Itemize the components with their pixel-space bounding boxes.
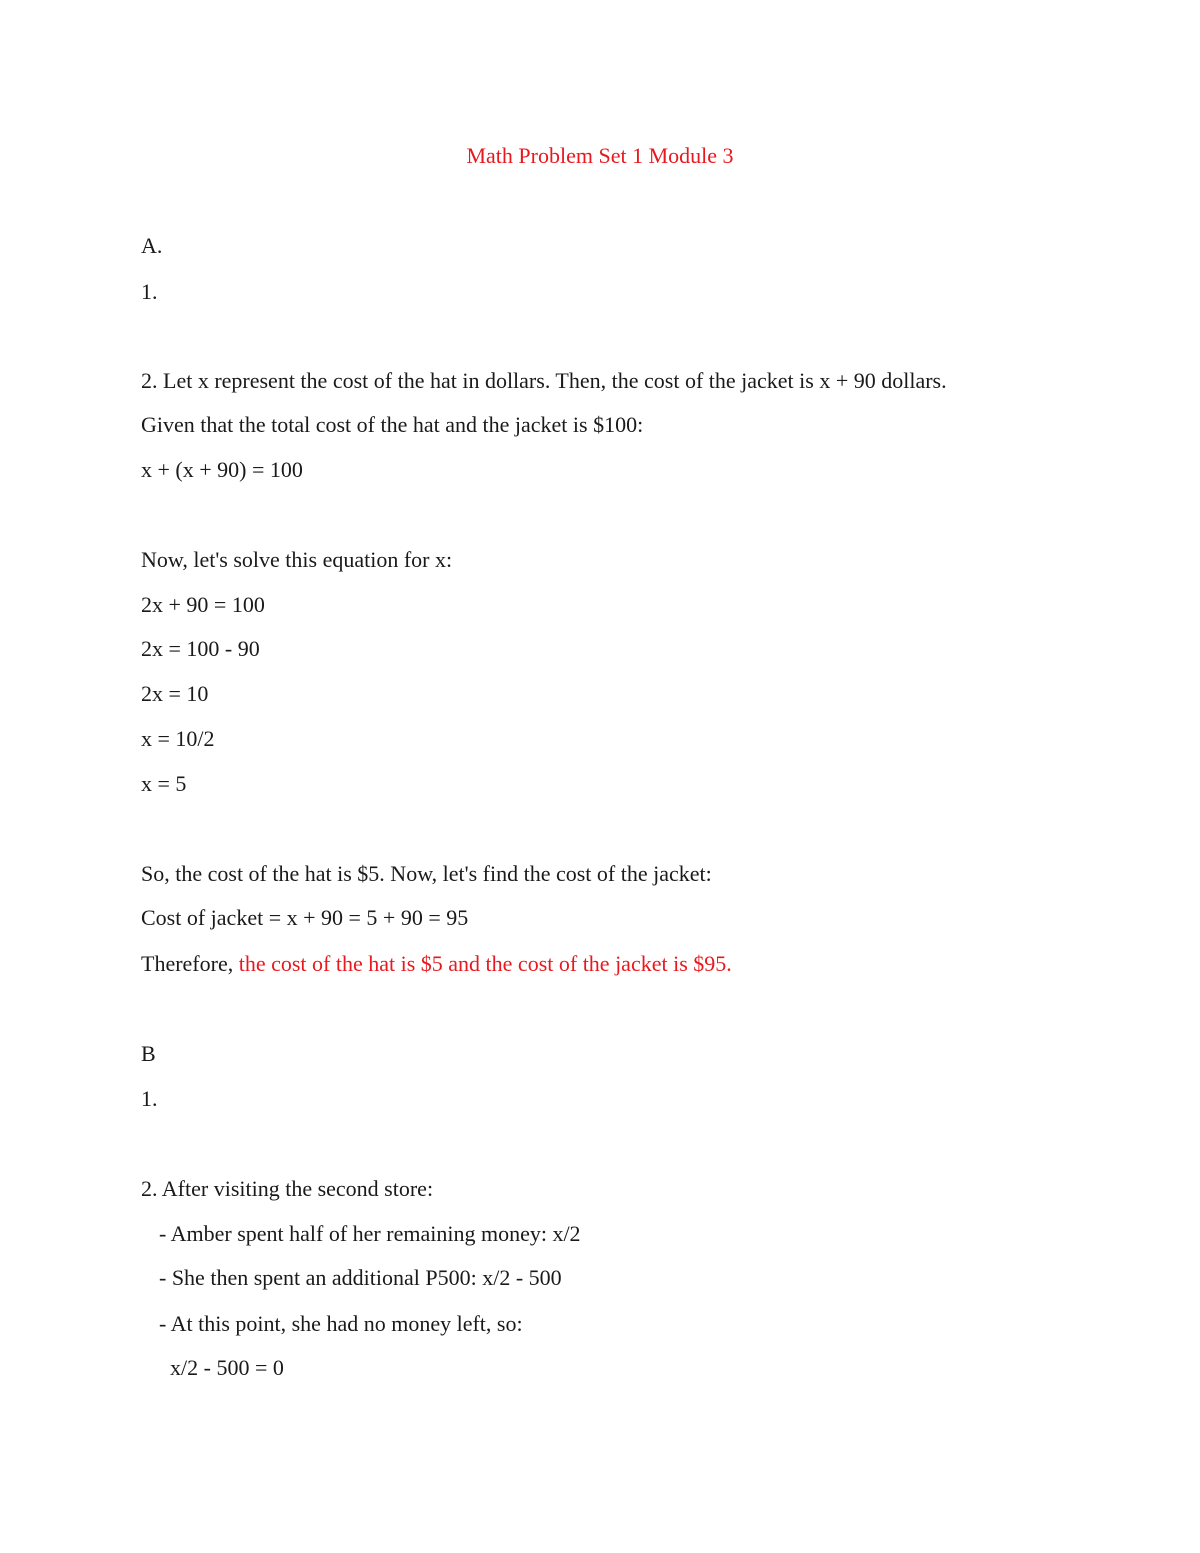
section-b-label: B: [141, 1041, 156, 1066]
jacket-intro: So, the cost of the hat is $5. Now, let's find the cost of the jacket:: [141, 861, 712, 886]
section-b-item-1: 1.: [141, 1086, 158, 1111]
therefore-line: [141, 950, 732, 978]
section-a-item-2-line-2: Given that the total cost of the hat and the jacket is $100:: [141, 412, 644, 437]
section-b-equation: x/2 - 500 = 0: [170, 1355, 284, 1380]
section-a-item-2-line-1: 2. Let x represent the cost of the hat in dollars. Then, the cost of the jacket is x + 90 dollars.: [141, 368, 947, 393]
therefore-prefix: Therefore,: [141, 951, 239, 976]
section-a-label: A.: [141, 233, 163, 258]
section-a-item-1: 1.: [141, 279, 158, 304]
solve-step-1: 2x + 90 = 100: [141, 592, 265, 617]
solve-step-4: x = 10/2: [141, 726, 215, 751]
solve-step-5: x = 5: [141, 771, 187, 796]
therefore-answer: the cost of the hat is $5 and the cost of the jacket is $95.: [238, 951, 732, 976]
section-b-item-2: 2. After visiting the second store:: [141, 1176, 434, 1201]
solve-step-2: 2x = 100 - 90: [141, 636, 260, 661]
section-b-bullet-1: - Amber spent half of her remaining money: x/2: [159, 1221, 581, 1246]
solve-step-3: 2x = 10: [141, 681, 209, 706]
solve-intro: Now, let's solve this equation for x:: [141, 547, 453, 572]
jacket-calculation: Cost of jacket = x + 90 = 5 + 90 = 95: [141, 905, 469, 930]
section-b-bullet-2: - She then spent an additional P500: x/2 - 500: [159, 1265, 562, 1290]
section-b-bullet-3: - At this point, she had no money left, so:: [159, 1311, 523, 1336]
page-title: Math Problem Set 1 Module 3: [466, 143, 734, 168]
equation-main: x + (x + 90) = 100: [141, 457, 303, 482]
